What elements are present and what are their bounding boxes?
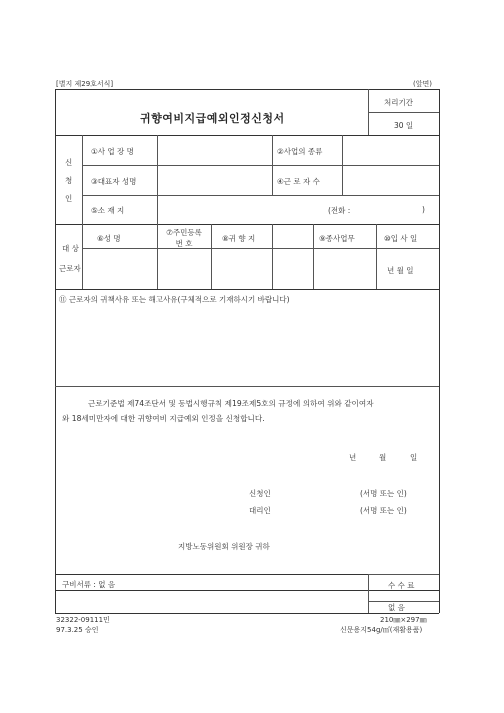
date-day: 일 xyxy=(410,453,418,462)
company-name-label: ①사 업 장 명 xyxy=(91,147,134,156)
worker-label-1: 대 상 xyxy=(62,244,79,253)
applicant-signature-label: 신청인 xyxy=(249,489,271,498)
address-label: ⑤소 재 지 xyxy=(91,206,125,215)
phone-label: (전화 : xyxy=(328,206,351,215)
name-label: ⑥성 명 xyxy=(97,234,121,243)
applicant-signature-hint: (서명 또는 인) xyxy=(360,489,407,498)
form-code: 32322-09111민 xyxy=(56,616,110,624)
rrn-label-2: 번 호 xyxy=(175,239,193,248)
agent-signature-label: 대리인 xyxy=(249,506,271,515)
fee-label: 수 수 료 xyxy=(388,581,415,590)
addressee: 지방노동위원회 위원장 귀하 xyxy=(178,542,270,551)
processing-period-label: 처리기간 xyxy=(384,98,413,107)
processing-period-value: 30 일 xyxy=(394,121,414,130)
applicant-label-2: 청 xyxy=(65,176,73,185)
paper-size: 210㎜×297㎜ xyxy=(380,616,427,624)
form-title: 귀향여비지급예외인정신청서 xyxy=(140,112,285,125)
date-year: 년 xyxy=(349,453,357,462)
join-date-placeholder: 년 월 일 xyxy=(387,266,414,275)
worker-count-label: ④근 로 자 수 xyxy=(277,177,320,186)
fee-value: 없 음 xyxy=(388,603,405,612)
reason-label: ⑪ 근로자의 귀책사유 또는 해고사유(구체적으로 기재하시기 바랍니다) xyxy=(59,295,290,304)
worker-label-2: 근로자 xyxy=(59,264,81,273)
paper-type: 신문용지54g/㎡(재활용품) xyxy=(340,626,423,634)
statement-text xyxy=(62,396,434,426)
phone-close: ) xyxy=(422,205,425,214)
rrn-label-1: ⑦주민등록 xyxy=(166,228,202,237)
destination-label: ⑧귀 향 지 xyxy=(222,234,256,243)
statement-line-1: 근로기준법 제74조단서 및 동법시행규칙 제19조제5호의 규정에 의하여 위와 같이여자 xyxy=(88,399,374,408)
agent-signature-hint: (서명 또는 인) xyxy=(360,506,407,515)
statement-line-2: 와 18세미만자에 대한 귀향여비 지급예외 인정을 신청합니다. xyxy=(62,414,265,423)
business-type-label: ②사업의 종류 xyxy=(277,147,323,156)
form-number: [별지 제29호서식] xyxy=(56,80,114,88)
representative-name-label: ③대표자 성명 xyxy=(91,177,137,186)
attachments-label: 구비서류 : 없 음 xyxy=(62,580,116,589)
join-date-label: ⑩입 사 일 xyxy=(384,234,418,243)
applicant-label-3: 인 xyxy=(65,194,73,203)
date-month: 월 xyxy=(379,453,387,462)
page-side-label: (앞면) xyxy=(413,80,432,88)
applicant-label-1: 신 xyxy=(65,158,73,167)
job-label: ⑨종사업무 xyxy=(319,234,355,243)
approval-date: 97.3.25 승인 xyxy=(56,626,99,634)
